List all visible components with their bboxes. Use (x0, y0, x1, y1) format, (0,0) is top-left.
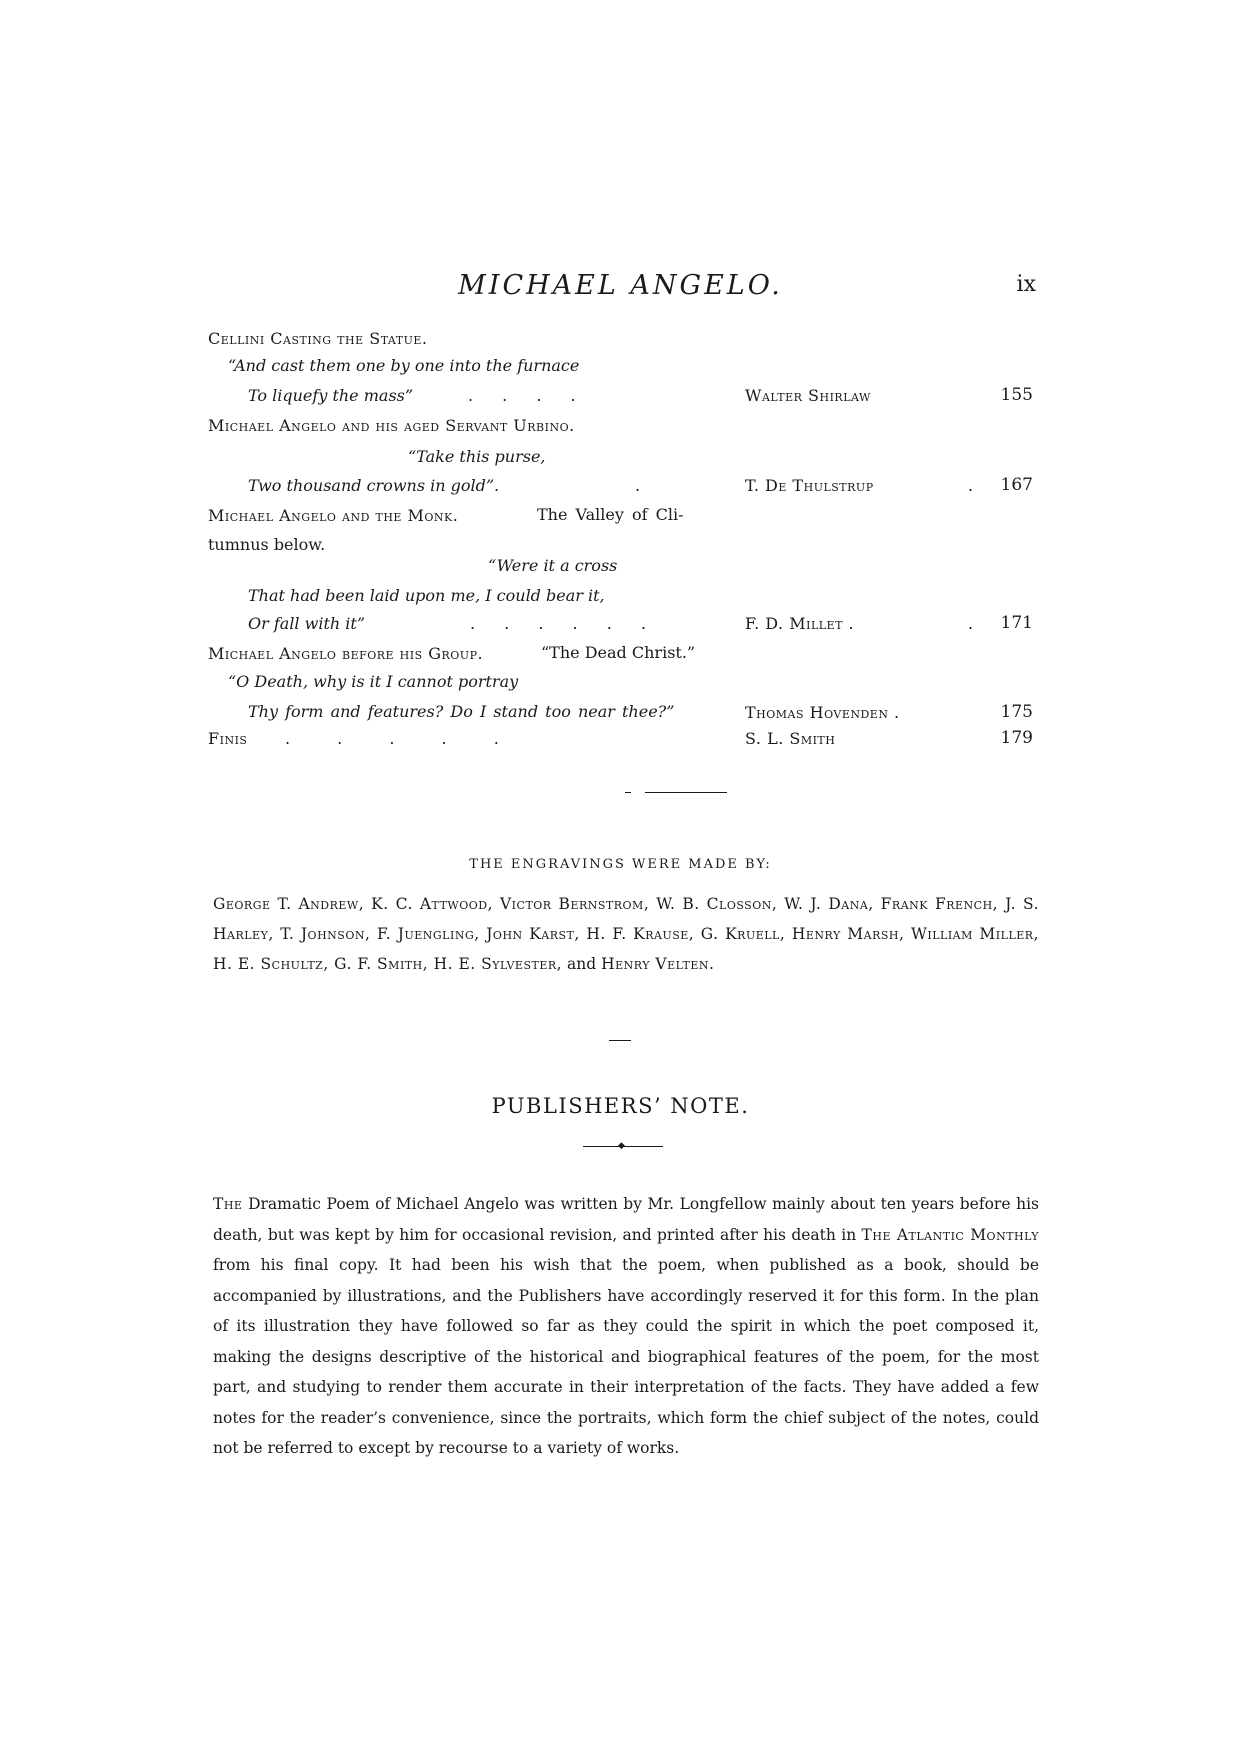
illustration-subtitle: “The Dead Christ.” (541, 643, 696, 662)
divider-rule (625, 792, 631, 793)
divider-rule (645, 792, 727, 793)
page-number: ix (1016, 272, 1036, 297)
illustration-subtitle: The Valley of Cli- (537, 505, 684, 524)
illustration-quote: “Take this purse, (408, 447, 546, 466)
illustration-title: Cellini Casting the Statue. (208, 329, 428, 348)
illustration-quote: Or fall with it” (248, 614, 365, 633)
artist-name: T. De Thulstrup (745, 476, 874, 495)
engravers-last-name: Henry Velten. (601, 955, 715, 973)
publishers-note-body (213, 1189, 1039, 1464)
magazine-name: The Atlantic Monthly (861, 1225, 1039, 1244)
paragraph-text: Dramatic Poem of Michael Angelo was written by Mr. Longfellow mainly about ten years before his death, but was kept by him for occasional revision, and printed after his death in (213, 1195, 1039, 1244)
leader-dots: . (968, 614, 974, 633)
page-reference: 167 (1000, 475, 1033, 495)
leader-dots: . (968, 476, 974, 495)
page-reference: 171 (1000, 613, 1033, 633)
leader-dots: . . . . (468, 386, 577, 405)
page-header-title: MICHAEL ANGELO. (458, 270, 783, 301)
illustration-quote: “And cast them one by one into the furnace (228, 356, 580, 375)
illustration-subtitle: tumnus below. (208, 535, 326, 554)
publishers-note-title: PUBLISHERS’ NOTE. (491, 1094, 750, 1118)
artist-name: Thomas Hovenden . (745, 703, 900, 722)
engravers-list (213, 889, 1039, 979)
leader-dots: . . . . . . (470, 614, 647, 633)
artist-name: F. D. Millet . (745, 614, 855, 633)
engravers-names: George T. Andrew, K. C. Attwood, Victor Bernstrom, W. B. Closson, W. J. Dana, Frank French, J. S. Harley, T. Johnson, F. Juengling, John Karst, H. F. Krause, G. Kruell, Henry Marsh, William Miller, H. E. Schultz, G. F. Smith, H. E. Sylvester, (213, 895, 1039, 973)
paragraph-text: from his final copy. It had been his wish that the poem, when published as a book, should be accompanied by illustrations, and the Publishers have accordingly reserved it for this form. In the plan of its illustration they have followed so far as they could the spirit in which the poet composed it, making the designs descriptive of the historical and biographical features of the poem, for the most part, and studying to render them accurate in their interpretation of the facts. They have added a few notes for the reader’s convenience, since the portraits, which form the chief subject of the notes, could not be referred to except by recourse to a variety of works. (213, 1256, 1039, 1457)
ornament-diamond-icon: ◆ (618, 1141, 625, 1151)
engravers-and: and (567, 955, 597, 973)
illustration-title: Michael Angelo and his aged Servant Urbino. (208, 416, 575, 435)
engravings-heading: THE ENGRAVINGS WERE MADE BY: (469, 857, 772, 872)
illustration-quote: Thy form and features? Do I stand too near thee?” (248, 702, 675, 721)
illustration-quote: Two thousand crowns in gold”. (248, 476, 500, 495)
artist-name: S. L. Smith (745, 729, 836, 748)
illustration-title: Michael Angelo and the Monk. (208, 506, 459, 525)
page-reference: 155 (1000, 385, 1033, 405)
artist-name: Walter Shirlaw (745, 386, 871, 405)
illustration-quote: “Were it a cross (488, 556, 618, 575)
illustration-quote: That had been laid upon me, I could bear it, (248, 586, 605, 605)
leader-dots: . (635, 476, 642, 495)
divider-rule (609, 1040, 631, 1041)
page-reference: 179 (1000, 728, 1033, 748)
illustration-title: Michael Angelo before his Group. (208, 644, 484, 663)
paragraph-lead: The (213, 1195, 243, 1213)
illustration-title: Finis (208, 729, 248, 748)
illustration-quote: “O Death, why is it I cannot portray (228, 672, 519, 691)
page-reference: 175 (1000, 702, 1033, 722)
leader-dots: . . . . . (285, 729, 500, 748)
illustration-quote: To liquefy the mass” (248, 386, 414, 405)
